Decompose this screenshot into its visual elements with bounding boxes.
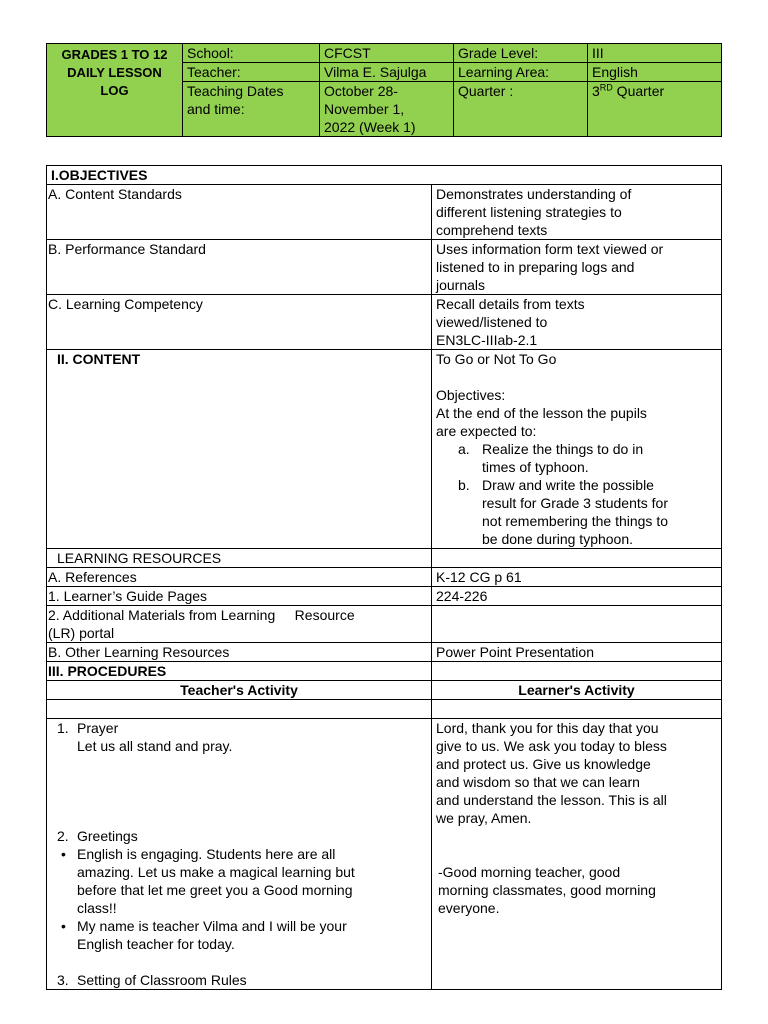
learning-competency-value: Recall details from texts viewed/listened to EN3LC-IIIab-2.1 xyxy=(432,295,722,350)
content-standards-value: Demonstrates understanding of different listening strategies to comprehend texts xyxy=(432,185,722,240)
header-table xyxy=(46,43,722,137)
greeting-response: -Good morning teacher, good morning classmates, good morning everyone. xyxy=(438,864,656,916)
school-value: CFCST xyxy=(320,44,454,63)
content-standards-label: A. Content Standards xyxy=(47,185,432,240)
references-label: A. References xyxy=(47,568,432,587)
area-label: Learning Area: xyxy=(454,63,588,82)
references-value: K-12 CG p 61 xyxy=(432,568,722,587)
guide-pages-label: 1. Learner’s Guide Pages xyxy=(47,587,432,606)
guide-pages-value: 224-226 xyxy=(432,587,722,606)
learning-resources-heading: LEARNING RESOURCES xyxy=(47,549,432,568)
learner-activity-cell xyxy=(432,719,722,990)
content-value: To Go or Not To Go Objectives: At the end of the lesson the pupils are expected to: a. Realize the things to do in times of typhoon. b. Draw and write the possible result for Grade 3 students for not remembering the things to be done during typhoon. xyxy=(432,350,722,549)
list-item: a. Realize the things to do in times of typhoon. xyxy=(458,441,644,475)
performance-standard-label: B. Performance Standard xyxy=(47,240,432,295)
teacher-activity-cell xyxy=(47,719,432,990)
list-item: • My name is teacher Vilma and I will be your English teacher for today. xyxy=(51,917,427,953)
teacher-activity-header: Teacher's Activity xyxy=(47,681,432,700)
other-resources-value: Power Point Presentation xyxy=(432,643,722,662)
procedures-heading: III. PROCEDURES xyxy=(47,662,432,681)
grade-value: III xyxy=(588,44,722,63)
grade-label: Grade Level: xyxy=(454,44,588,63)
teacher-label: Teacher: xyxy=(183,63,320,82)
other-resources-label: B. Other Learning Resources xyxy=(47,643,432,662)
objectives-heading: I.OBJECTIVES xyxy=(47,166,722,185)
list-item: b. Draw and write the possible result for Grade 3 students for not remembering the things to be done during typhoon. xyxy=(458,477,668,547)
content-heading: II. CONTENT xyxy=(47,350,432,549)
greetings-item: 2. Greetings xyxy=(57,828,138,844)
school-label: School: xyxy=(183,44,320,63)
dates-label: Teaching Dates and time: xyxy=(183,82,320,137)
lesson-table xyxy=(46,165,722,990)
area-value: English xyxy=(588,63,722,82)
content-objectives-list xyxy=(436,440,717,548)
prayer-response: Lord, thank you for this day that you give to us. We ask you today to bless and protect us. Give us knowledge and wisdom so that we can learn and understand the lesson. This is all we pray, Amen. xyxy=(436,720,667,826)
learner-activity-header: Learner's Activity xyxy=(432,681,722,700)
performance-standard-value: Uses information form text viewed or listened to in preparing logs and journals xyxy=(432,240,722,295)
additional-materials-label: 2. Additional Materials from Learning Resource (LR) portal xyxy=(47,606,432,643)
content-objectives-label: Objectives: xyxy=(436,387,506,403)
content-topic: To Go or Not To Go xyxy=(436,351,557,367)
prayer-item: 1. Prayer Let us all stand and pray. xyxy=(57,720,233,754)
dates-value: October 28- November 1, 2022 (Week 1) xyxy=(320,82,454,137)
classroom-rules-item: 3. Setting of Classroom Rules xyxy=(57,972,247,988)
teacher-value: Vilma E. Sajulga xyxy=(320,63,454,82)
quarter-label: Quarter : xyxy=(454,82,588,137)
learning-competency-label: C. Learning Competency xyxy=(47,295,432,350)
quarter-value: 3RD Quarter xyxy=(588,82,722,137)
list-item: • English is engaging. Students here are all amazing. Let us make a magical learning but before that let me greet you a Good morning class!! xyxy=(51,845,427,917)
greetings-list xyxy=(51,845,427,953)
log-title: GRADES 1 TO 12 DAILY LESSON LOG xyxy=(47,44,183,137)
